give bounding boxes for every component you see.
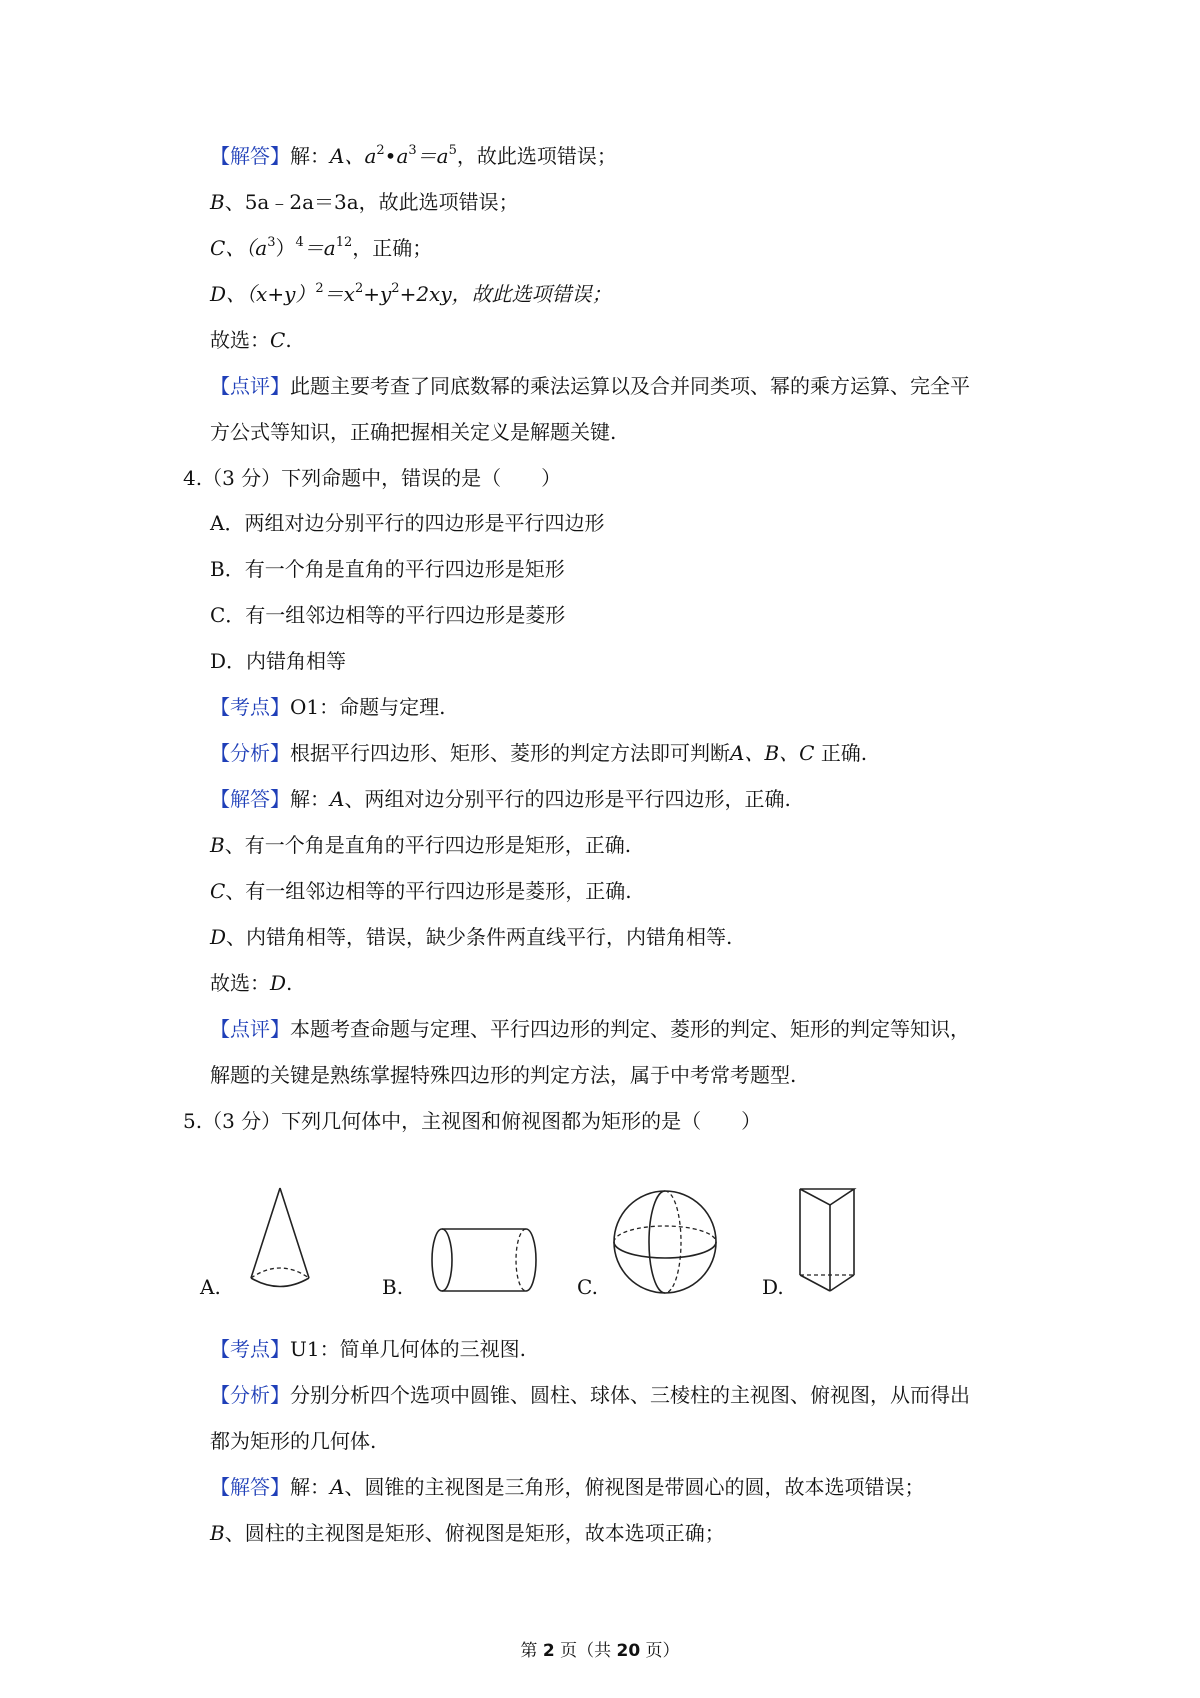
page-footer: 第 2 页（共 20 页） [520, 1641, 680, 1661]
q5-figures [200, 1185, 960, 1305]
q3-comment-line-1: 【点评】此题主要考查了同底数幂的乘法运算以及合并同类项、幂的乘方运算、完全平 [210, 374, 970, 398]
total-pages: 20 [616, 1641, 641, 1661]
fig-label-C: C. [577, 1275, 598, 1299]
point-tag: 【考点】 [210, 1337, 290, 1361]
q4-choose: 故选：D. [210, 971, 293, 995]
q4-answer-line-A: 【解答】解：A、两组对边分别平行的四边形是平行四边形，正确. [210, 787, 791, 811]
q4-title: 4.（3 分）下列命题中，错误的是（ ） [183, 466, 562, 490]
q3-answer-line-A: 【解答】解：A、$a^2•a^3=a^5$，故此选项错误； [210, 142, 617, 168]
comment-tag: 【点评】 [210, 1017, 290, 1041]
analysis-tag: 【分析】 [210, 1383, 290, 1407]
q4-comment-line-2: 解题的关键是熟练掌握特殊四边形的判定方法，属于中考常考题型. [210, 1063, 797, 1087]
q5-title: 5.（3 分）下列几何体中，主视图和俯视图都为矩形的是（ ） [183, 1109, 762, 1133]
q5-answer-line-A: 【解答】解：A、圆锥的主视图是三角形，俯视图是带圆心的圆，故本选项错误； [210, 1475, 925, 1499]
q4-answer-line-B: B、有一个角是直角的平行四边形是矩形，正确. [210, 833, 632, 857]
q4-point: 【考点】O1：命题与定理. [210, 695, 446, 719]
answer-tag: 【解答】 [210, 787, 290, 811]
q4-comment-line-1: 【点评】本题考查命题与定理、平行四边形的判定、菱形的判定、矩形的判定等知识， [210, 1017, 970, 1041]
q4-option-C: C．有一组邻边相等的平行四边形是菱形 [210, 603, 566, 627]
comment-tag: 【点评】 [210, 374, 290, 398]
q5-analysis-line-1: 【分析】分别分析四个选项中圆锥、圆柱、球体、三棱柱的主视图、俯视图，从而得出 [210, 1383, 970, 1407]
q3-comment-line-2: 方公式等知识，正确把握相关定义是解题关键. [210, 420, 617, 444]
q3-answer-line-C: C、$(a^3)^4=a^{12}$，正确； [210, 234, 433, 260]
answer-tag: 【解答】 [210, 1475, 290, 1499]
cylinder-figure [430, 1225, 540, 1295]
q4-option-A: A．两组对边分别平行的四边形是平行四边形 [210, 511, 605, 535]
q4-analysis: 【分析】根据平行四边形、矩形、菱形的判定方法即可判断A、B、C 正确. [210, 741, 868, 765]
q3-choose: 故选：C. [210, 328, 292, 352]
fig-label-B: B. [382, 1275, 404, 1299]
q4-answer-line-D: D、内错角相等，错误，缺少条件两直线平行，内错角相等. [210, 925, 733, 949]
sphere-figure [610, 1187, 720, 1297]
q5-analysis-line-2: 都为矩形的几何体. [210, 1429, 377, 1453]
q4-option-D: D．内错角相等 [210, 649, 347, 673]
fig-label-A: A. [200, 1275, 221, 1299]
cone-figure [240, 1185, 330, 1293]
prism-figure [796, 1185, 860, 1297]
fig-label-D: D. [762, 1275, 784, 1299]
current-page-number: 2 [542, 1641, 555, 1661]
q3-answer-line-B: B、5a﹣2a＝3a，故此选项错误； [210, 190, 519, 214]
analysis-tag: 【分析】 [210, 741, 290, 765]
point-tag: 【考点】 [210, 695, 290, 719]
q5-answer-line-B: B、圆柱的主视图是矩形、俯视图是矩形，故本选项正确； [210, 1521, 725, 1545]
q4-option-B: B．有一个角是直角的平行四边形是矩形 [210, 557, 565, 581]
q4-answer-line-C: C、有一组邻边相等的平行四边形是菱形，正确. [210, 879, 632, 903]
answer-tag: 【解答】 [210, 144, 290, 168]
q5-point: 【考点】U1：简单几何体的三视图. [210, 1337, 526, 1361]
q3-answer-line-D: D、$(x+y)^2=x^2+y^2+2xy$，故此选项错误； [210, 280, 612, 306]
